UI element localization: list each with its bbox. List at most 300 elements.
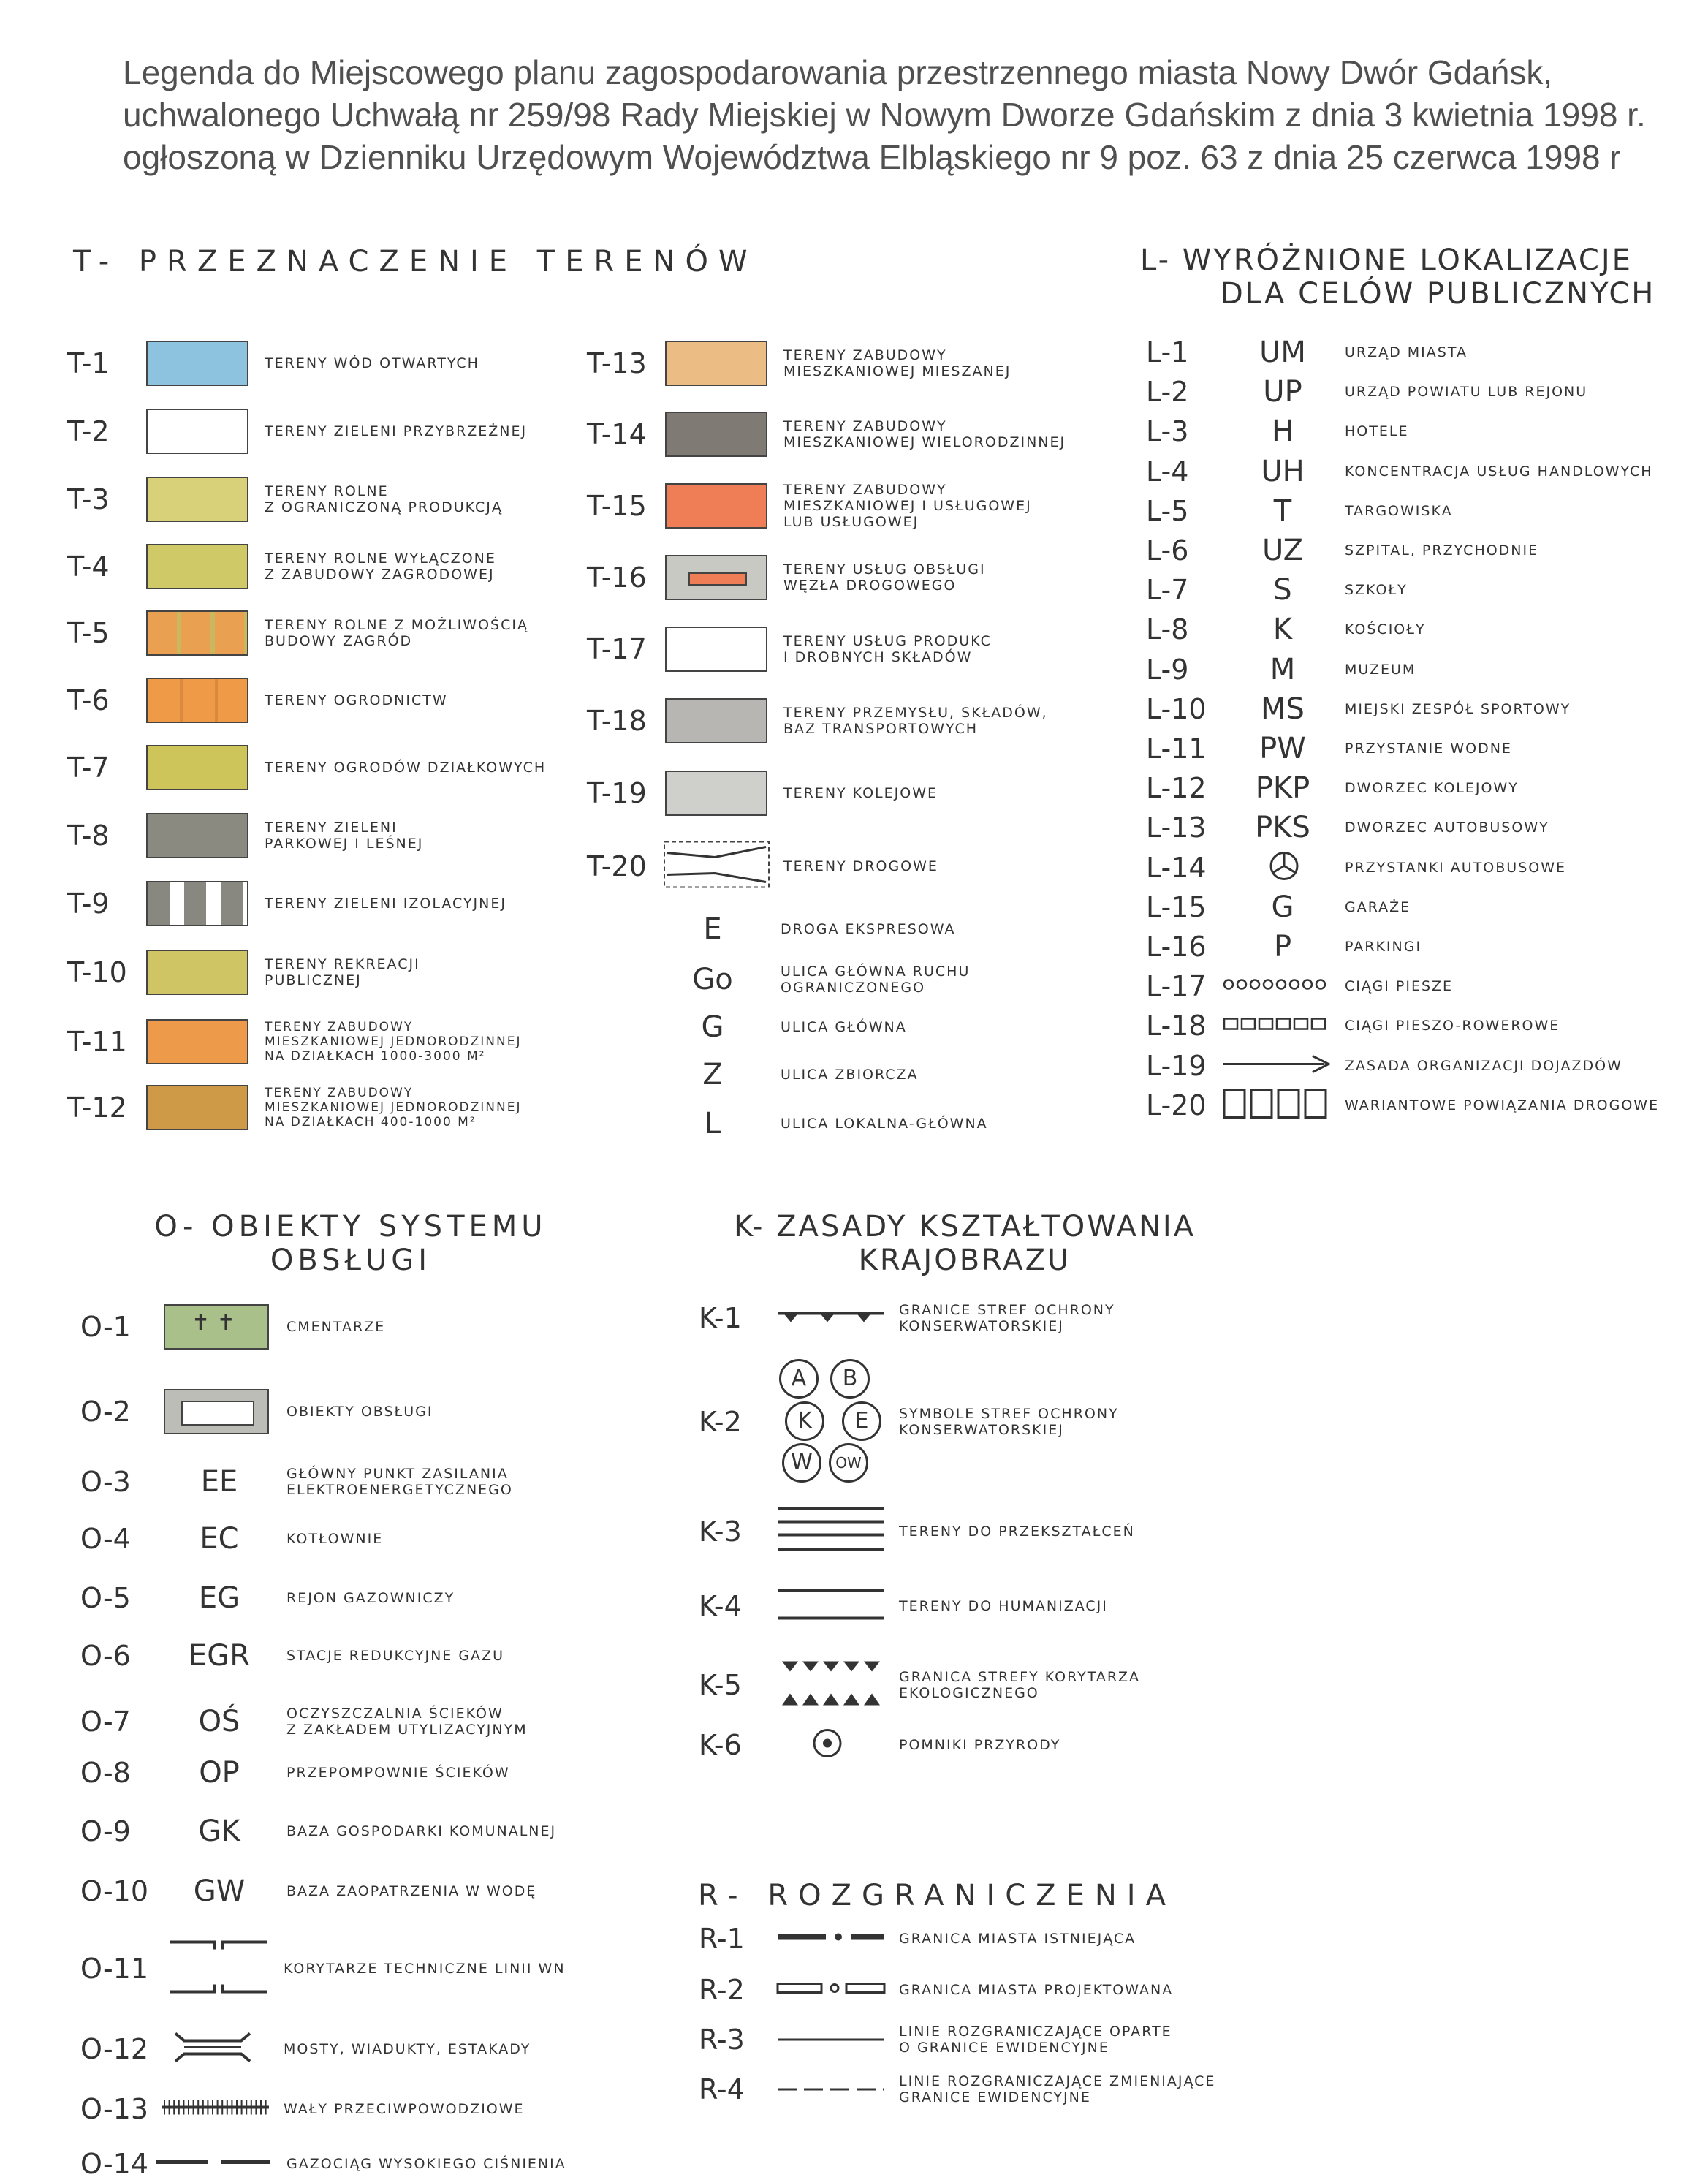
o-code: O-14: [80, 2148, 149, 2180]
l-label-line: MUZEUM: [1345, 662, 1416, 678]
t-label-line: WĘZŁA DROGOWEGO: [783, 578, 957, 594]
nature-monument-icon: [811, 1727, 843, 1763]
o-label-line: GAZOCIĄG WYSOKIEGO CIŚNIENIA: [286, 2156, 566, 2172]
o-code: O-13: [80, 2093, 149, 2125]
l-code: L-17: [1146, 970, 1207, 1002]
road-class-label-line: ULICA LOKALNA-GŁÓWNA: [781, 1116, 988, 1132]
road-variant-icon: [1222, 1088, 1332, 1124]
k-label-line: TERENY DO PRZEKSZTAŁCEŃ: [899, 1524, 1135, 1540]
road-class-code: G: [701, 1010, 724, 1044]
o-label-line: PRZEPOMPOWNIE ŚCIEKÓW: [286, 1765, 510, 1781]
ecological-corridor-icon: [776, 1660, 886, 1711]
k-label-line: GRANICA STREFY KORYTARZA: [899, 1669, 1141, 1685]
k-code: K-6: [699, 1729, 742, 1761]
k-label-line: POMNIKI PRZYRODY: [899, 1737, 1061, 1753]
t-label-line: TERENY ZABUDOWY: [783, 347, 947, 363]
gas-pipeline-icon: [155, 2157, 272, 2171]
l-label-line: DWORZEC KOLEJOWY: [1345, 780, 1519, 796]
r-label-line: LINIE ROZGRANICZAJĄCE ZMIENIAJĄCE: [899, 2073, 1216, 2089]
k2-circle-icon: A: [779, 1359, 819, 1399]
t-swatch: [146, 341, 248, 386]
l-label: [1345, 542, 1538, 559]
o-label-line: BAZA GOSPODARKI KOMUNALNEJ: [286, 1823, 557, 1839]
o-heading-line-2: OBSŁUGI: [270, 1244, 432, 1277]
o-code: O-12: [80, 2033, 149, 2065]
l-code: L-16: [1146, 931, 1207, 963]
l-label: [1345, 662, 1416, 678]
t-code: T-9: [67, 887, 110, 920]
o-code: O-6: [80, 1640, 131, 1672]
l-label: [1345, 423, 1408, 439]
road-class-label-line: ULICA GŁÓWNA: [781, 1019, 907, 1035]
service-inner-icon: [181, 1401, 254, 1426]
l-label-line: CIĄGI PIESZO-ROWEROWE: [1345, 1018, 1560, 1034]
t-swatch: [146, 813, 248, 858]
l-code: L-18: [1146, 1010, 1207, 1042]
t-label-line: TERENY DROGOWE: [783, 858, 938, 874]
o-label-line: MOSTY, WIADUKTY, ESTAKADY: [284, 2041, 531, 2057]
l-label: [1345, 463, 1653, 480]
t-label-line: BAZ TRANSPORTOWYCH: [783, 721, 979, 737]
t-label-line: NA DZIAŁKACH 1000-3000 M²: [265, 1049, 486, 1064]
t-swatch: [665, 341, 767, 386]
t-label: [265, 355, 479, 371]
o-label-line: BAZA ZAOPATRZENIA W WODĘ: [286, 1883, 537, 1899]
l-label: [1345, 701, 1571, 717]
k-code: K-5: [699, 1669, 742, 1701]
t-label: [783, 418, 1066, 450]
bike-path-icon: [1222, 1017, 1332, 1035]
t-label-line: TERENY ROLNE Z MOŻLIWOŚCIĄ: [265, 617, 528, 633]
r-label-line: GRANICA MIASTA ISTNIEJĄCA: [899, 1931, 1136, 1947]
title-line-2: uchwalonego Uchwałą nr 259/98 Rady Miejskiej w Nowym Dworze Gdańskim z dnia 3 kwietnia 1998 r.: [123, 96, 1646, 134]
o-label: [286, 1883, 536, 1899]
k-label-line: KONSERWATORSKIEJ: [899, 1318, 1064, 1334]
l-abbr: K: [1272, 613, 1293, 646]
t-code: T-18: [587, 705, 647, 737]
t-label-line: Z ZABUDOWY ZAGRODOWEJ: [265, 567, 495, 583]
l-code: L-12: [1146, 772, 1207, 804]
t-label: [265, 483, 503, 515]
cemetery-swatch: [164, 1304, 269, 1350]
road-class-code: Go: [692, 963, 733, 996]
o-heading-line-1: O- OBIEKTY SYSTEMU: [154, 1210, 547, 1244]
access-arrow-icon: [1222, 1053, 1332, 1079]
l-label-line: PARKINGI: [1345, 939, 1422, 955]
l-code: L-9: [1146, 654, 1189, 686]
o-code: O-7: [80, 1706, 131, 1738]
road-class-code: L: [704, 1107, 721, 1140]
t-swatch: [146, 477, 248, 522]
t-label-line: MIESZKANIOWEJ WIELORODZINNEJ: [783, 434, 1066, 450]
l-code: L-10: [1146, 693, 1207, 725]
t-swatch: [665, 412, 767, 457]
r-label-line: LINIE ROZGRANICZAJĄCE OPARTE: [899, 2024, 1172, 2040]
t-code: T-11: [67, 1026, 127, 1058]
t-label: [783, 482, 1032, 530]
t-section-heading: T- PRZEZNACZENIE TERENÓW: [73, 245, 758, 279]
o-label-line: REJON GAZOWNICZY: [286, 1590, 455, 1606]
o-label: [284, 2101, 525, 2117]
t-label-line: TERENY ROLNE WYŁĄCZONE: [265, 550, 496, 567]
l-label: [1345, 741, 1512, 757]
l-label-line: CIĄGI PIESZE: [1345, 978, 1454, 994]
o-label-line: CMENTARZE: [286, 1319, 386, 1335]
l-abbr: UM: [1259, 336, 1306, 369]
o-code: O-5: [80, 1582, 131, 1614]
l-label: [1345, 344, 1468, 360]
r-label: [899, 1982, 1173, 1998]
road-class-label: [781, 964, 970, 996]
l-heading-line-1: L- WYRÓŻNIONE LOKALIZACJE: [1140, 243, 1633, 277]
t-label: [265, 617, 528, 649]
road-class-label: [781, 1019, 907, 1035]
k-label: [899, 1302, 1115, 1334]
k-label: [899, 1524, 1135, 1540]
l-abbr: G: [1271, 890, 1294, 924]
l-label: [1345, 1097, 1659, 1113]
l-label: [1345, 1058, 1622, 1074]
o-abbr: GW: [193, 1874, 246, 1908]
l-code: L-15: [1146, 891, 1207, 923]
t-label: [265, 956, 420, 988]
t-label: [265, 1020, 522, 1064]
r-label-line: GRANICA MIASTA PROJEKTOWANA: [899, 1982, 1174, 1998]
road-class-label: [781, 1116, 988, 1132]
existing-city-border-icon: [776, 1931, 886, 1947]
o-code: O-1: [80, 1311, 131, 1343]
t-label-line: I DROBNYCH SKŁADÓW: [783, 649, 973, 665]
t-label: [265, 423, 527, 439]
o-label: [286, 2156, 566, 2172]
o-label: [284, 2041, 531, 2057]
technical-corridor-icon: [164, 1938, 273, 2000]
t-label: [265, 820, 423, 852]
road-class-label: [781, 921, 956, 937]
t-label-line: BUDOWY ZAGRÓD: [265, 633, 413, 649]
t-label-line: TERENY ZABUDOWY: [265, 1020, 414, 1034]
o-abbr: OP: [199, 1756, 240, 1790]
t-label-line: TERENY OGRODNICTW: [265, 692, 448, 708]
l-code: L-5: [1146, 495, 1189, 527]
l-abbr: UZ: [1262, 534, 1303, 567]
l-label: [1345, 860, 1566, 876]
t-code: T-12: [67, 1091, 127, 1124]
t-label: [265, 896, 506, 912]
o-label-line: OCZYSZCZALNIA ŚCIEKÓW: [286, 1706, 504, 1722]
bridge-icon: [172, 2029, 253, 2070]
o-label: [286, 1590, 455, 1606]
t-label: [265, 692, 448, 708]
humanization-lines-icon: [776, 1586, 886, 1627]
o-code: O-3: [80, 1466, 131, 1498]
t-label-line: TERENY ZIELENI: [265, 820, 398, 836]
l-label-line: TARGOWISKA: [1345, 503, 1453, 519]
l-label-line: PRZYSTANIE WODNE: [1345, 741, 1512, 757]
t-code: T-15: [587, 490, 647, 522]
k-label-line: KONSERWATORSKIEJ: [899, 1422, 1064, 1438]
l-code: L-14: [1146, 852, 1207, 884]
k-label-line: EKOLOGICZNEGO: [899, 1685, 1039, 1701]
t-label-line: TERENY ZABUDOWY: [265, 1086, 414, 1100]
t-label-line: TERENY ZIELENI IZOLACYJNEJ: [265, 896, 506, 912]
t-swatch: [146, 409, 248, 454]
l-abbr: PKP: [1255, 771, 1310, 805]
l-abbr: T: [1273, 494, 1292, 528]
t-label-line: TERENY KOLEJOWE: [783, 785, 938, 801]
t-label-line: NA DZIAŁKACH 400-1000 M²: [265, 1115, 477, 1129]
k-heading-line-1: K- ZASADY KSZTAŁTOWANIA: [733, 1210, 1196, 1244]
l-label: [1345, 939, 1422, 955]
o-label-line: GŁÓWNY PUNKT ZASILANIA: [286, 1466, 509, 1482]
k-label-line: TERENY DO HUMANIZACJI: [899, 1598, 1108, 1614]
t-code: T-8: [67, 820, 110, 852]
l-label-line: DWORZEC AUTOBUSOWY: [1345, 820, 1549, 836]
t-label: [265, 550, 496, 583]
t-label-line: TERENY REKREACJI: [265, 956, 420, 972]
l-label: [1345, 1018, 1560, 1034]
l-code: L-4: [1146, 455, 1189, 488]
l-label: [1345, 621, 1426, 637]
t-label: [783, 785, 938, 801]
t-code: T-1: [67, 347, 110, 379]
t-label-line: MIESZKANIOWEJ JEDNORODZINNEJ: [265, 1034, 522, 1049]
k2-circle-icon: B: [830, 1359, 870, 1399]
l-code: L-20: [1146, 1089, 1207, 1121]
o-label-line: KOTŁOWNIE: [286, 1531, 384, 1547]
t-label-line: TERENY ZABUDOWY: [783, 418, 947, 434]
o-code: O-10: [80, 1875, 149, 1907]
l-heading-line-2: DLA CELÓW PUBLICZNYCH: [1221, 277, 1656, 311]
t-label-line: TERENY PRZEMYSŁU, SKŁADÓW,: [783, 705, 1048, 721]
l-abbr: S: [1273, 573, 1292, 607]
o-label-line: ELEKTROENERGETYCZNEGO: [286, 1482, 513, 1498]
t-swatch: [665, 627, 767, 672]
t-label: [783, 858, 938, 874]
k2-circle-icon: E: [842, 1401, 881, 1441]
l-label-line: URZĄD POWIATU LUB REJONU: [1345, 384, 1588, 400]
o-code: O-2: [80, 1396, 131, 1428]
k2-circle-icon: W: [782, 1443, 821, 1483]
t-label: [783, 633, 992, 665]
t-label-line: PUBLICZNEJ: [265, 972, 362, 988]
road-class-label-line: OGRANICZONEGO: [781, 980, 926, 996]
r-code: R-3: [699, 2024, 745, 2056]
t-label-line: MIESZKANIOWEJ JEDNORODZINNEJ: [265, 1100, 522, 1115]
l-label: [1345, 384, 1587, 400]
l-label-line: KOŚCIOŁY: [1345, 621, 1426, 637]
l-abbr: H: [1271, 415, 1294, 448]
l-abbr: MS: [1261, 692, 1305, 726]
t-label-line: MIESZKANIOWEJ MIESZANEJ: [783, 363, 1011, 379]
t-label-line: TERENY WÓD OTWARTYCH: [265, 355, 479, 371]
l-label-line: PRZYSTANKI AUTOBUSOWE: [1345, 860, 1566, 876]
o-abbr: OŚ: [198, 1705, 240, 1738]
t-swatch: [665, 698, 767, 743]
t-swatch: [146, 610, 248, 656]
line-based-border-icon: [776, 2033, 886, 2046]
r-label: [899, 2024, 1172, 2056]
k2-circle-icon: OW: [829, 1443, 868, 1483]
o-code: O-8: [80, 1757, 131, 1789]
r-label-line: GRANICE EWIDENCYJNE: [899, 2089, 1091, 2105]
l-section-heading: [1140, 243, 1681, 311]
t-code: T-7: [67, 752, 110, 784]
t-swatch: [146, 950, 248, 995]
planned-city-border-icon: [776, 1982, 886, 1999]
o-abbr: EG: [198, 1581, 240, 1615]
t-label-line: TERENY USŁUG OBSŁUGI: [783, 561, 986, 578]
l-label: [1345, 820, 1549, 836]
t-label-line: TERENY ZABUDOWY: [783, 482, 947, 498]
k-label-line: SYMBOLE STREF OCHRONY: [899, 1406, 1119, 1422]
o-label: [286, 1648, 504, 1664]
t20-road-icon: [664, 841, 770, 892]
t-label-line: TERENY ROLNE: [265, 483, 389, 499]
l-code: L-11: [1146, 733, 1207, 765]
t-swatch: [146, 881, 248, 926]
t-label-line: Z OGRANICZONĄ PRODUKCJĄ: [265, 499, 503, 515]
road-class-label-line: ULICA GŁÓWNA RUCHU: [781, 964, 971, 980]
o-abbr: GK: [198, 1814, 240, 1848]
t-code: T-19: [587, 777, 647, 809]
o-label-line: Z ZAKŁADEM UTYLIZACYJNYM: [286, 1722, 528, 1738]
line-changing-border-icon: [776, 2083, 886, 2096]
o-label-line: STACJE REDUKCYJNE GAZU: [286, 1648, 504, 1664]
l-abbr: PKS: [1255, 811, 1310, 844]
l-label-line: GARAŻE: [1345, 899, 1411, 915]
l-code: L-8: [1146, 613, 1189, 646]
service-swatch: [164, 1389, 269, 1434]
road-class-label-line: ULICA ZBIORCZA: [781, 1067, 919, 1083]
l-code: L-1: [1146, 336, 1189, 368]
l-label: [1345, 780, 1519, 796]
o-label: [286, 1404, 433, 1420]
t-swatch: [146, 678, 248, 723]
l-label-line: ZASADA ORGANIZACJI DOJAZDÓW: [1345, 1058, 1622, 1074]
o-label: [284, 1961, 566, 1977]
l-label-line: WARIANTOWE POWIĄZANIA DROGOWE: [1345, 1097, 1660, 1113]
l-label-line: HOTELE: [1345, 423, 1409, 439]
t-label: [265, 1086, 522, 1129]
o-label: [286, 1531, 383, 1547]
l-label-line: URZĄD MIASTA: [1345, 344, 1468, 360]
l-label: [1345, 899, 1411, 915]
o-label: [286, 1319, 385, 1335]
l-code: L-6: [1146, 534, 1189, 567]
k-label: [899, 1598, 1108, 1614]
o-label: [286, 1765, 510, 1781]
transformation-lines-icon: [776, 1505, 886, 1559]
o-label: [286, 1706, 528, 1738]
k-label: [899, 1406, 1119, 1438]
t-code: T-6: [67, 684, 110, 716]
title-line-3: ogłoszoną w Dzienniku Urzędowym Województwa Elbląskiego nr 9 poz. 63 z dnia 25 czerwca 1998 r: [123, 138, 1621, 176]
road-class-label: [781, 1067, 919, 1083]
road-class-label-line: DROGA EKSPRESOWA: [781, 921, 956, 937]
l-label-line: SZKOŁY: [1345, 582, 1408, 598]
bus-stop-icon: [1268, 850, 1300, 886]
t-label-line: TERENY OGRODÓW DZIAŁKOWYCH: [265, 760, 547, 776]
l-code: L-3: [1146, 415, 1189, 447]
t-swatch: [665, 555, 767, 600]
r-label-line: O GRANICE EWIDENCYJNE: [899, 2040, 1109, 2056]
t16-inner-icon: [688, 572, 747, 586]
t-label-line: TERENY ZIELENI PRZYBRZEŻNEJ: [265, 423, 528, 439]
o-code: O-11: [80, 1953, 149, 1985]
l-label-line: KONCENTRACJA USŁUG HANDLOWYCH: [1345, 463, 1653, 480]
l-code: L-19: [1146, 1050, 1207, 1082]
t-code: T-17: [587, 633, 647, 665]
road-class-code: Z: [702, 1058, 723, 1091]
t-code: T-4: [67, 550, 110, 583]
k-code: K-2: [699, 1406, 742, 1438]
r-label: [899, 2073, 1215, 2105]
l-code: L-7: [1146, 574, 1189, 606]
r-code: R-4: [699, 2073, 745, 2105]
k-heading-line-2: KRAJOBRAZU: [858, 1244, 1071, 1277]
l-abbr: UH: [1261, 455, 1305, 488]
t-label-line: MIESZKANIOWEJ I USŁUGOWEJ: [783, 498, 1032, 514]
o-label: [286, 1823, 556, 1839]
t-label: [783, 561, 986, 594]
cross-icon: ✝ ✝: [191, 1310, 235, 1336]
r-code: R-2: [699, 1974, 745, 2006]
l-code: L-13: [1146, 811, 1207, 844]
t-label-line: PARKOWEJ I LEŚNEJ: [265, 836, 424, 852]
o-section-heading: [80, 1210, 621, 1277]
o-label: [286, 1466, 513, 1498]
t-label-line: LUB USŁUGOWEJ: [783, 514, 919, 530]
t-code: T-20: [587, 850, 647, 882]
l-abbr: PW: [1259, 732, 1306, 765]
r-section-heading: R- ROZGRANICZENIA: [698, 1879, 1176, 1912]
t-label: [783, 705, 1048, 737]
t-swatch: [146, 1019, 248, 1064]
k2-circle-icon: K: [785, 1401, 824, 1441]
title-line-1: Legenda do Miejscowego planu zagospodarowania przestrzennego miasta Nowy Dwór Gdańsk,: [123, 53, 1553, 91]
r-label: [899, 1931, 1136, 1947]
o-label-line: OBIEKTY OBSŁUGI: [286, 1404, 433, 1420]
l-label: [1345, 582, 1408, 598]
t-swatch: [665, 771, 767, 816]
k-code: K-4: [699, 1590, 742, 1622]
o-label-line: WAŁY PRZECIWPOWODZIOWE: [284, 2101, 525, 2117]
k-code: K-1: [699, 1302, 742, 1334]
pedestrian-path-icon: [1222, 977, 1332, 996]
l-code: L-2: [1146, 376, 1189, 408]
t-swatch: [665, 483, 767, 529]
conservation-border-icon: [776, 1308, 886, 1329]
l-abbr: M: [1269, 653, 1296, 686]
t-label: [783, 347, 1011, 379]
l-label: [1345, 503, 1453, 519]
t-code: T-13: [587, 347, 647, 379]
t-code: T-2: [67, 415, 110, 447]
t-code: T-14: [587, 418, 647, 450]
t-label-line: TERENY USŁUG PRODUKC: [783, 633, 992, 649]
o-abbr: EGR: [188, 1639, 251, 1673]
k-label: [899, 1669, 1140, 1701]
o-abbr: EE: [200, 1465, 238, 1499]
levee-icon: [161, 2099, 270, 2120]
l-label-line: SZPITAL, PRZYCHODNIE: [1345, 542, 1539, 559]
road-class-code: E: [703, 912, 722, 946]
o-code: O-4: [80, 1523, 131, 1555]
l-label-line: MIEJSKI ZESPÓŁ SPORTOWY: [1345, 701, 1571, 717]
l-abbr: UP: [1263, 375, 1302, 409]
t-code: T-10: [67, 956, 127, 988]
